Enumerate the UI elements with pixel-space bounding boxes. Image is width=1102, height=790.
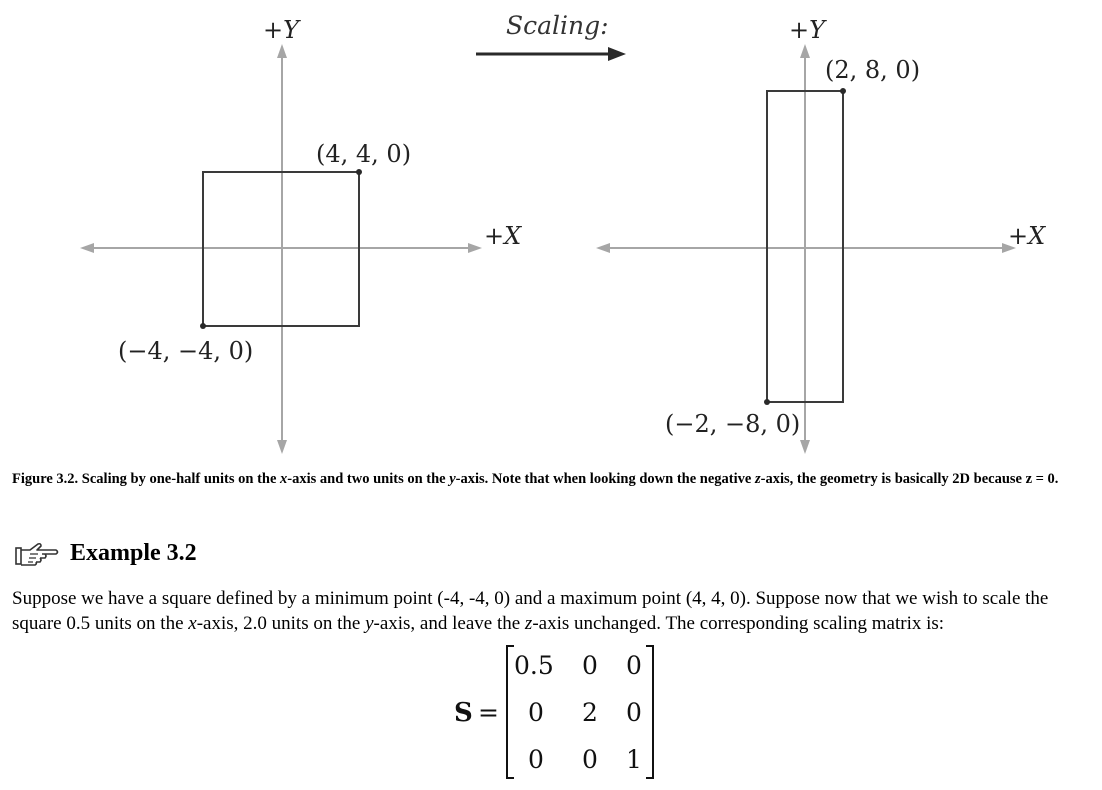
- left-y-axis-positive-arrow: [277, 44, 287, 58]
- right-y-axis-negative-arrow: [800, 440, 810, 454]
- caption-text-2: -axis and two units on the: [287, 471, 450, 487]
- matrix-cell: 0: [528, 698, 544, 727]
- matrix-cell: 1: [626, 745, 642, 774]
- body-z-var: z: [524, 613, 533, 634]
- body-x-var: x: [188, 613, 197, 634]
- left-diagram: [80, 16, 522, 454]
- example-heading: [14, 536, 197, 570]
- matrix-symbol: S: [454, 698, 473, 728]
- caption-y-var: y: [449, 471, 456, 487]
- matrix-cell: 0: [626, 651, 642, 680]
- right-x-axis-label: +X: [1008, 222, 1046, 250]
- right-max-point-label: (2, 8, 0): [825, 56, 921, 84]
- matrix-equals: =: [478, 698, 499, 727]
- right-x-axis-negative-arrow: [596, 243, 610, 253]
- scaling-matrix: [448, 642, 668, 782]
- caption-text-1: Figure 3.2. Scaling by one-half units on the: [12, 471, 281, 487]
- body-text-2: -axis, 2.0 units on the: [196, 613, 366, 634]
- right-min-point-label: (−2, −8, 0): [665, 410, 801, 438]
- figure-caption: [12, 470, 1092, 488]
- matrix-cell: 0: [582, 745, 598, 774]
- left-y-axis-label: +Y: [263, 16, 299, 44]
- example-body-text: [12, 586, 1100, 636]
- body-text-1: Suppose we have a square defined by a minimum point (-4, -4, 0) and a maximum point (4, 4, 0). Suppose now that we wish to scale the square 0.5 units on the: [12, 588, 1049, 634]
- scaling-arrow: [476, 11, 626, 61]
- caption-z-var: z: [754, 471, 761, 487]
- matrix-cell: 0: [582, 651, 598, 680]
- matrix-cell: 2: [582, 698, 598, 727]
- matrix-right-bracket: [646, 646, 653, 778]
- body-text-3: -axis, and leave the: [373, 613, 525, 634]
- left-min-point-marker: [200, 323, 206, 329]
- body-y-var: y: [365, 613, 374, 634]
- right-max-point-marker: [840, 88, 846, 94]
- left-max-point-marker: [356, 169, 362, 175]
- left-y-axis-negative-arrow: [277, 440, 287, 454]
- left-x-axis-negative-arrow: [80, 243, 94, 253]
- scaling-label: Scaling:: [506, 11, 609, 40]
- right-diagram: [596, 16, 1046, 454]
- left-x-axis-label: +X: [484, 222, 522, 250]
- caption-text-4: -axis, the geometry is basically 2D because z = 0.: [760, 471, 1059, 487]
- example-title: Example 3.2: [70, 539, 197, 566]
- matrix-cell: 0: [528, 745, 544, 774]
- pointing-hand-icon: [14, 538, 60, 568]
- caption-x-var: x: [280, 471, 288, 487]
- body-text-4: -axis unchanged. The corresponding scaling matrix is:: [532, 613, 945, 634]
- caption-text-3: -axis. Note that when looking down the negative: [455, 471, 755, 487]
- left-max-point-label: (4, 4, 0): [316, 140, 412, 168]
- right-y-axis-label: +Y: [789, 16, 825, 44]
- left-min-point-label: (−4, −4, 0): [118, 337, 254, 365]
- matrix-cell: 0: [626, 698, 642, 727]
- right-min-point-marker: [764, 399, 770, 405]
- left-x-axis-positive-arrow: [468, 243, 482, 253]
- right-y-axis-positive-arrow: [800, 44, 810, 58]
- matrix-left-bracket: [507, 646, 514, 778]
- matrix-cell: 0.5: [514, 651, 554, 680]
- scaling-arrow-head: [608, 47, 626, 61]
